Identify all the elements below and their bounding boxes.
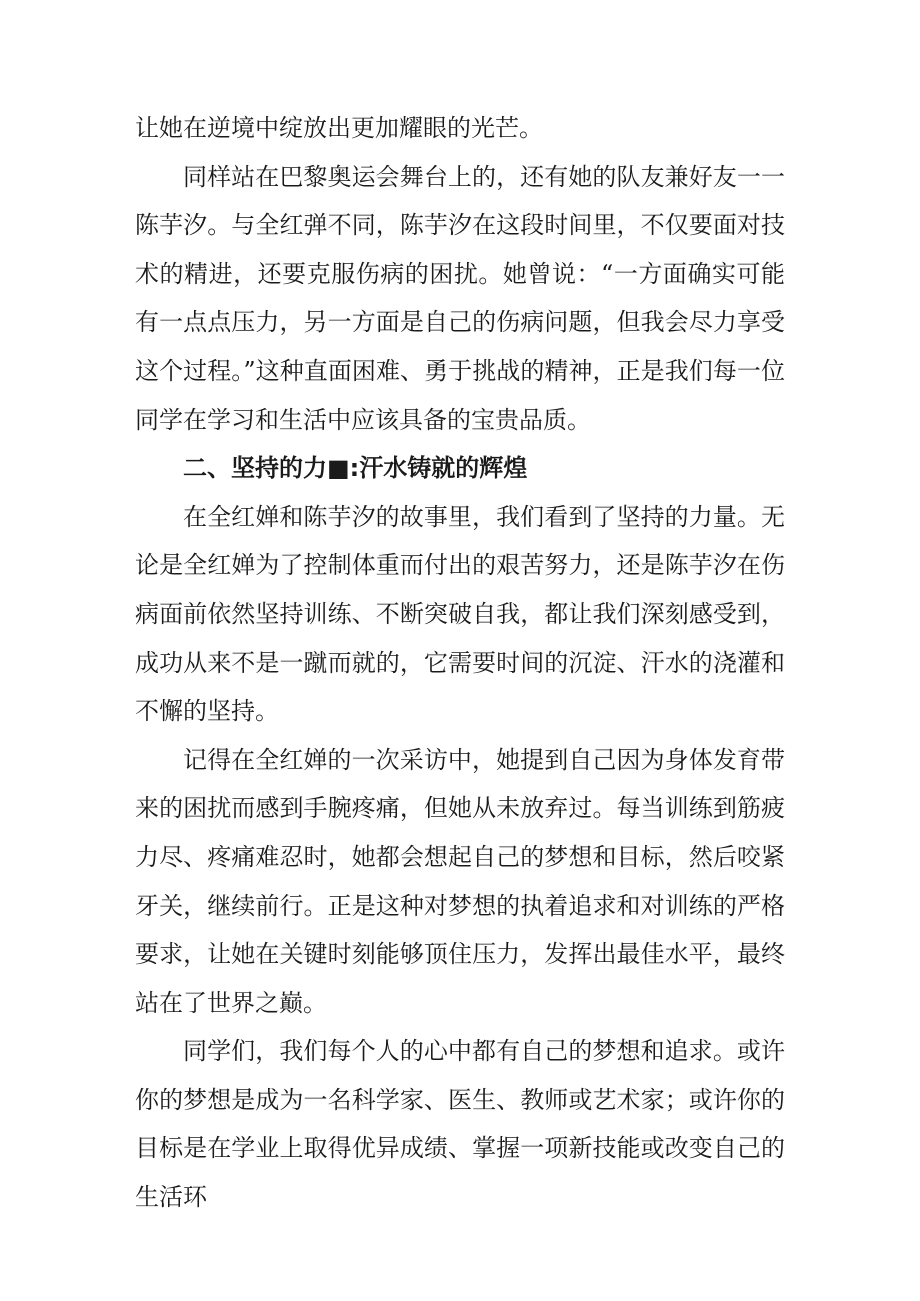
paragraph-chen-yuxi: 同样站在巴黎奥运会舞台上的，还有她的队友兼好友一一陈芋汐。与全红弹不同，陈芋汐在这段时间里，不仅要面对技术的精进，还要克服伤病的困扰。她曾说：“一方面确实可能有一点点压力，另一方面是自己的伤病问题，但我会尽力享受这个过程。”这种直面困难、勇于挑战的精神，正是我们每一位同学在学习和生活中应该具备的宝贵品质。 [135,162,785,434]
paragraph-continuation: 让她在逆境中绽放出更加耀眼的光芒。 [135,114,543,142]
paragraph-persistence: 在全红婵和陈芋汐的故事里，我们看到了坚持的力量。无论是全红婵为了控制体重而付出的艰苦努力，还是陈芋汐在伤病面前依然坚持训练、不断突破自我，都让我们深刻感受到，成功从来不是一蹴而就的，它需要时间的沉淀、汗水的浇灌和不懈的坚持。 [135,502,785,726]
section-heading: 二、坚持的力■:汗水铸就的辉煌 [183,454,528,483]
paragraph-interview: 记得在全红婵的一次采访中，她提到自己因为身体发育带来的困扰而感到手腕疼痛，但她从未放弃过。每当训练到筋疲力尽、疼痛难忍时，她都会想起自己的梦想和目标，然后咬紧牙关，继续前行。正是这种对梦想的执着追求和对训练的严格要求，让她在关键时刻能够顶住压力，发挥出最佳水平，最终站在了世界之巅。 [135,745,785,1017]
document-body [135,104,785,1222]
paragraph-classmates: 同学们，我们每个人的心中都有自己的梦想和追求。或许你的梦想是成为一名科学家、医生、教师或艺术家；或许你的目标是在学业上取得优异成绩、掌握一项新技能或改变自己的生活环 [135,1037,785,1212]
